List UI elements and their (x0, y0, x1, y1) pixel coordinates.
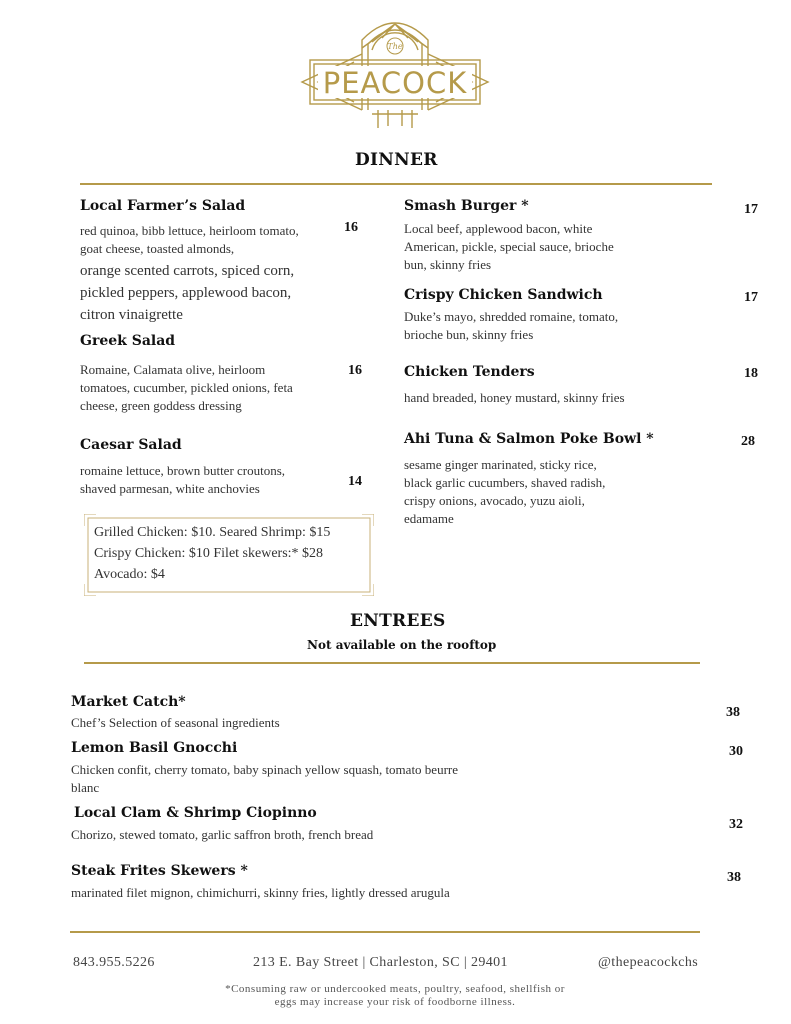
entree-desc-steak-frites: marinated filet mignon, chimichurri, skinny fries, lightly dressed arugula (71, 885, 450, 900)
entree-name-steak-frites: Steak Frites Skewers * (71, 863, 248, 879)
entrees-title: ENTREES (350, 611, 446, 631)
dinner-title: DINNER (355, 150, 438, 170)
item-desc-chicken-tenders: hand breaded, honey mustard, skinny fries (404, 390, 625, 405)
addons-text: Grilled Chicken: $10. Seared Shrimp: $15 Crispy Chicken: $10 Filet skewers:* $28 Avocado: $4 (94, 525, 331, 582)
entrees-divider (84, 662, 700, 664)
entree-price-steak-frites: 38 (727, 870, 741, 885)
item-name-crispy-chicken-sandwich: Crispy Chicken Sandwich (404, 287, 603, 303)
entrees-subtitle: Not available on the rooftop (307, 638, 497, 652)
item-desc-crispy-chicken-sandwich: Duke’s mayo, shredded romaine, tomato, brioche bun, skinny fries (404, 309, 619, 342)
peacock-logo (292, 10, 498, 134)
logo-wordmark: PEACOCK (322, 66, 468, 100)
entree-desc-market-catch: Chef’s Selection of seasonal ingredients (71, 715, 280, 730)
item-desc-local-farmers-salad-cont: orange scented carrots, spiced corn, pickled peppers, applewood bacon, citron vinaigrette (80, 263, 295, 323)
item-name-caesar-salad: Caesar Salad (80, 437, 182, 453)
footer-social: @thepeacockchs (598, 955, 699, 970)
item-desc-caesar-salad: romaine lettuce, brown butter croutons, shaved parmesan, white anchovies (80, 463, 286, 496)
footer-phone: 843.955.5226 (73, 955, 155, 970)
item-price-smash-burger: 17 (744, 202, 758, 217)
dinner-divider (80, 183, 712, 185)
entree-name-ciopinno: Local Clam & Shrimp Ciopinno (74, 805, 317, 821)
entree-price-ciopinno: 32 (729, 817, 743, 832)
item-name-greek-salad: Greek Salad (80, 333, 176, 349)
entree-name-market-catch: Market Catch* (71, 694, 186, 710)
item-name-smash-burger: Smash Burger * (404, 198, 529, 214)
item-name-chicken-tenders: Chicken Tenders (404, 364, 535, 380)
item-price-poke-bowl: 28 (741, 434, 755, 449)
entree-price-lemon-basil-gnocchi: 30 (729, 744, 743, 759)
item-desc-local-farmers-salad: red quinoa, bibb lettuce, heirloom tomato, goat cheese, toasted almonds, (80, 223, 299, 256)
item-price-caesar-salad: 14 (348, 474, 362, 489)
footer-disclaimer: *Consuming raw or undercooked meats, poultry, seafood, shellfish or eggs may increase your risk of foodborne illness. (225, 983, 565, 1008)
item-desc-poke-bowl: sesame ginger marinated, sticky rice, black garlic cucumbers, shaved radish, crispy onions, avocado, yuzu aioli, edamame (404, 457, 606, 526)
entree-desc-lemon-basil-gnocchi: Chicken confit, cherry tomato, baby spinach yellow squash, tomato beurre blanc (71, 762, 459, 795)
item-name-poke-bowl: Ahi Tuna & Salmon Poke Bowl * (404, 431, 654, 447)
footer-address: 213 E. Bay Street | Charleston, SC | 29401 (253, 955, 508, 970)
entree-desc-ciopinno: Chorizo, stewed tomato, garlic saffron broth, french bread (71, 827, 374, 842)
item-price-crispy-chicken-sandwich: 17 (744, 290, 758, 305)
entree-price-market-catch: 38 (726, 705, 740, 720)
item-desc-greek-salad: Romaine, Calamata olive, heirloom tomatoes, cucumber, pickled onions, feta cheese, green goddess dressing (80, 362, 293, 413)
item-name-local-farmers-salad: Local Farmer’s Salad (80, 198, 246, 214)
item-desc-smash-burger: Local beef, applewood bacon, white American, pickle, special sauce, brioche bun, skinny fries (404, 221, 614, 272)
entree-name-lemon-basil-gnocchi: Lemon Basil Gnocchi (71, 740, 238, 756)
logo-the: The (387, 42, 403, 51)
footer-divider (70, 931, 700, 933)
addons-box (84, 514, 374, 596)
item-price-local-farmers-salad: 16 (344, 220, 358, 235)
item-price-greek-salad: 16 (348, 363, 362, 378)
item-price-chicken-tenders: 18 (744, 366, 758, 381)
